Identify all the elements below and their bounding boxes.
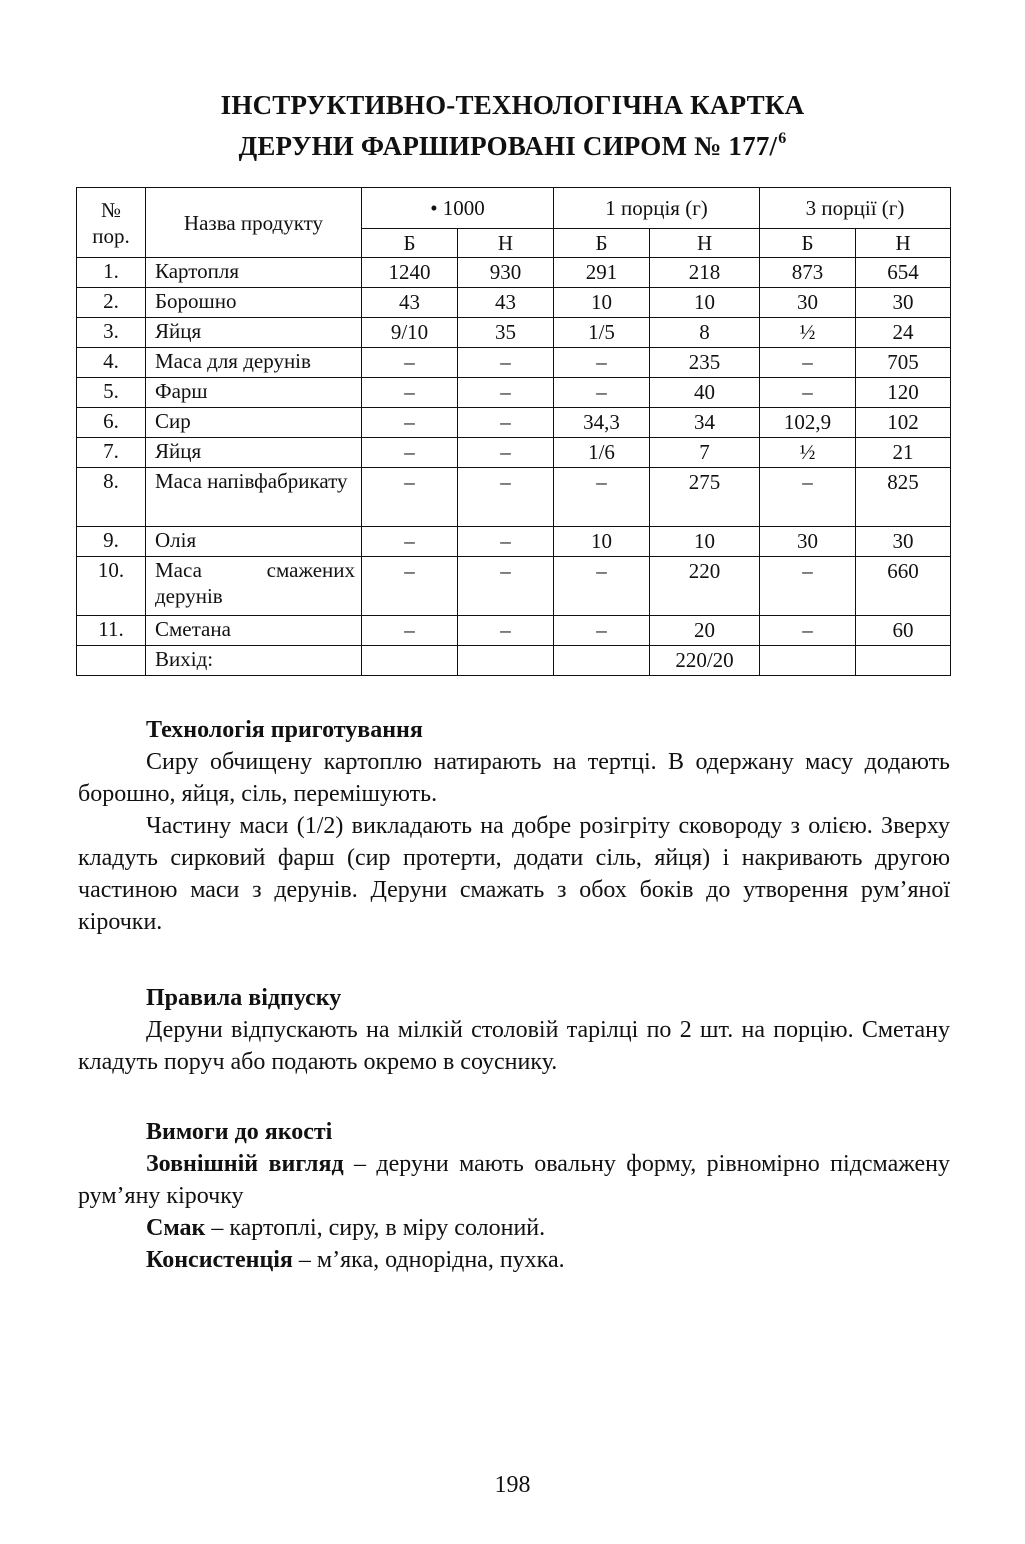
header-net: Н: [650, 229, 760, 258]
cell-value: –: [554, 378, 650, 408]
header-gross: Б: [760, 229, 856, 258]
cell-value: –: [554, 616, 650, 646]
cell-value: 218: [650, 258, 760, 288]
cell-value: 1/6: [554, 438, 650, 468]
title-line-2-text: ДЕРУНИ ФАРШИРОВАНІ СИРОМ № 177/: [238, 131, 778, 161]
row-number: 5.: [77, 378, 146, 408]
cell-value: 660: [856, 557, 951, 616]
serving-heading: Правила відпуску: [146, 985, 342, 1011]
cell-value: [554, 646, 650, 676]
cell-value: 7: [650, 438, 760, 468]
appearance-text: – деруни мають овальну форму, рівномірно підсмажену рум’яну кірочку: [78, 1151, 950, 1209]
cell-value: –: [554, 468, 650, 527]
cell-value: 8: [650, 318, 760, 348]
cell-value: 35: [458, 318, 554, 348]
table-header-row: [77, 188, 951, 229]
technology-heading: Технологія приготування: [146, 717, 423, 743]
cell-value: 43: [362, 288, 458, 318]
product-name: Картопля: [146, 258, 362, 288]
product-name: Маса для дерунів: [146, 348, 362, 378]
header-number: № пор.: [77, 188, 146, 258]
cell-value: 10: [650, 288, 760, 318]
cell-value: 10: [554, 288, 650, 318]
cell-value: [760, 646, 856, 676]
row-number: 6.: [77, 408, 146, 438]
cell-value: –: [362, 438, 458, 468]
product-name: Яйця: [146, 318, 362, 348]
header-net: Н: [458, 229, 554, 258]
cell-value: ½: [760, 318, 856, 348]
technology-paragraph-2: Частину маси (1/2) викладають на добре розігріту сковороду з олією. Зверху кладуть сирковий фарш (сир протерти, додати сіль, яйця) і накривають другою частиною маси з дерунів. Деруни смажать з обох боків до утворення рум’яної кірочки.: [78, 813, 950, 935]
cell-value: 1240: [362, 258, 458, 288]
cell-value: [856, 646, 951, 676]
cell-value: 30: [856, 527, 951, 557]
table-row: [77, 348, 951, 378]
product-name: Маса смажених дерунів: [146, 557, 362, 616]
quality-consistency: [78, 1244, 950, 1276]
cell-value: –: [362, 378, 458, 408]
title-line-1: ІНСТРУКТИВНО-ТЕХНОЛОГІЧНА КАРТКА: [220, 90, 805, 120]
header-product: Назва продукту: [146, 188, 362, 258]
serving-text: [78, 1014, 950, 1078]
quality-taste: [78, 1212, 950, 1244]
cell-value: –: [554, 348, 650, 378]
document-title: [0, 88, 1025, 163]
cell-value: –: [458, 378, 554, 408]
cell-value: –: [760, 616, 856, 646]
cell-value: –: [362, 468, 458, 527]
row-number: 8.: [77, 468, 146, 527]
header-gross: Б: [554, 229, 650, 258]
cell-value: 930: [458, 258, 554, 288]
appearance-label: Зовнішній вигляд: [146, 1151, 344, 1177]
cell-value: 40: [650, 378, 760, 408]
cell-value: 21: [856, 438, 951, 468]
table-row: [77, 527, 951, 557]
cell-value: –: [362, 616, 458, 646]
quality-text: [78, 1148, 950, 1276]
cell-value: –: [458, 438, 554, 468]
technology-text: [78, 746, 950, 938]
cell-value: –: [760, 468, 856, 527]
product-name: Яйця: [146, 438, 362, 468]
cell-value: ½: [760, 438, 856, 468]
header-per-1000: • 1000: [362, 188, 554, 229]
table-row: [77, 468, 951, 527]
cell-value: –: [458, 468, 554, 527]
row-number: 7.: [77, 438, 146, 468]
row-number: 11.: [77, 616, 146, 646]
cell-value: 30: [760, 527, 856, 557]
cell-value: 235: [650, 348, 760, 378]
row-number: 9.: [77, 527, 146, 557]
header-portion-3: 3 порції (г): [760, 188, 951, 229]
table-row: [77, 288, 951, 318]
output-value: 220/20: [650, 646, 760, 676]
product-name: Фарш: [146, 378, 362, 408]
table-row: [77, 408, 951, 438]
consistency-text: – м’яка, однорідна, пухка.: [292, 1247, 565, 1273]
product-name: Сир: [146, 408, 362, 438]
page-number: 198: [494, 1472, 531, 1498]
cell-value: 705: [856, 348, 951, 378]
header-gross: Б: [362, 229, 458, 258]
quality-heading: Вимоги до якості: [146, 1119, 333, 1145]
row-number: 1.: [77, 258, 146, 288]
table-row: [77, 616, 951, 646]
row-number: 10.: [77, 557, 146, 616]
table-row: [77, 258, 951, 288]
recipe-table: [76, 187, 951, 676]
table-row: [77, 318, 951, 348]
cell-value: 120: [856, 378, 951, 408]
serving-paragraph: Деруни відпускають на мілкій столовій тарілці по 2 шт. на порцію. Сметану кладуть поруч або подають окремо в соуснику.: [78, 1017, 950, 1075]
cell-value: –: [760, 378, 856, 408]
product-name: Маса напівфабрикату: [146, 468, 362, 527]
taste-text: – картоплі, сиру, в міру солоний.: [205, 1215, 546, 1241]
cell-value: 291: [554, 258, 650, 288]
cell-value: 102,9: [760, 408, 856, 438]
cell-value: 10: [650, 527, 760, 557]
cell-value: 10: [554, 527, 650, 557]
cell-value: –: [458, 527, 554, 557]
consistency-label: Консистенція: [146, 1247, 293, 1273]
cell-value: –: [458, 557, 554, 616]
cell-value: –: [362, 557, 458, 616]
cell-value: –: [362, 408, 458, 438]
table-row: [77, 378, 951, 408]
cell-value: –: [760, 348, 856, 378]
cell-value: 275: [650, 468, 760, 527]
taste-label: Смак: [146, 1215, 206, 1241]
cell-value: –: [362, 527, 458, 557]
quality-appearance: [78, 1148, 950, 1212]
cell-value: 825: [856, 468, 951, 527]
product-name: Сметана: [146, 616, 362, 646]
technology-paragraph-1: Сиру обчищену картоплю натирають на тертці. В одержану масу додають борошно, яйця, сіль, перемішують.: [78, 749, 950, 807]
cell-value: 30: [760, 288, 856, 318]
table-row: [77, 438, 951, 468]
cell-value: [458, 646, 554, 676]
cell-value: –: [458, 616, 554, 646]
cell-value: [362, 646, 458, 676]
cell-value: 102: [856, 408, 951, 438]
cell-value: –: [760, 557, 856, 616]
cell-value: 24: [856, 318, 951, 348]
cell-value: 9/10: [362, 318, 458, 348]
title-line-2: [0, 122, 1025, 163]
cell-value: 60: [856, 616, 951, 646]
cell-value: 654: [856, 258, 951, 288]
header-portion-1: 1 порція (г): [554, 188, 760, 229]
table-row-output: [77, 646, 951, 676]
cell-value: 1/5: [554, 318, 650, 348]
cell-value: 30: [856, 288, 951, 318]
cell-value: –: [362, 348, 458, 378]
output-label: Вихід:: [146, 646, 362, 676]
cell-value: 43: [458, 288, 554, 318]
cell-value: 873: [760, 258, 856, 288]
row-number: 2.: [77, 288, 146, 318]
cell-value: –: [554, 557, 650, 616]
cell-value: 34,3: [554, 408, 650, 438]
cell-value: 220: [650, 557, 760, 616]
cell-value: 34: [650, 408, 760, 438]
row-number: 4.: [77, 348, 146, 378]
cell-value: 20: [650, 616, 760, 646]
product-name: Олія: [146, 527, 362, 557]
cell-value: –: [458, 408, 554, 438]
cell-value: –: [458, 348, 554, 378]
table-row: [77, 557, 951, 616]
product-name: Борошно: [146, 288, 362, 318]
row-number: [77, 646, 146, 676]
row-number: 3.: [77, 318, 146, 348]
header-net: Н: [856, 229, 951, 258]
title-superscript: 6: [778, 130, 787, 147]
